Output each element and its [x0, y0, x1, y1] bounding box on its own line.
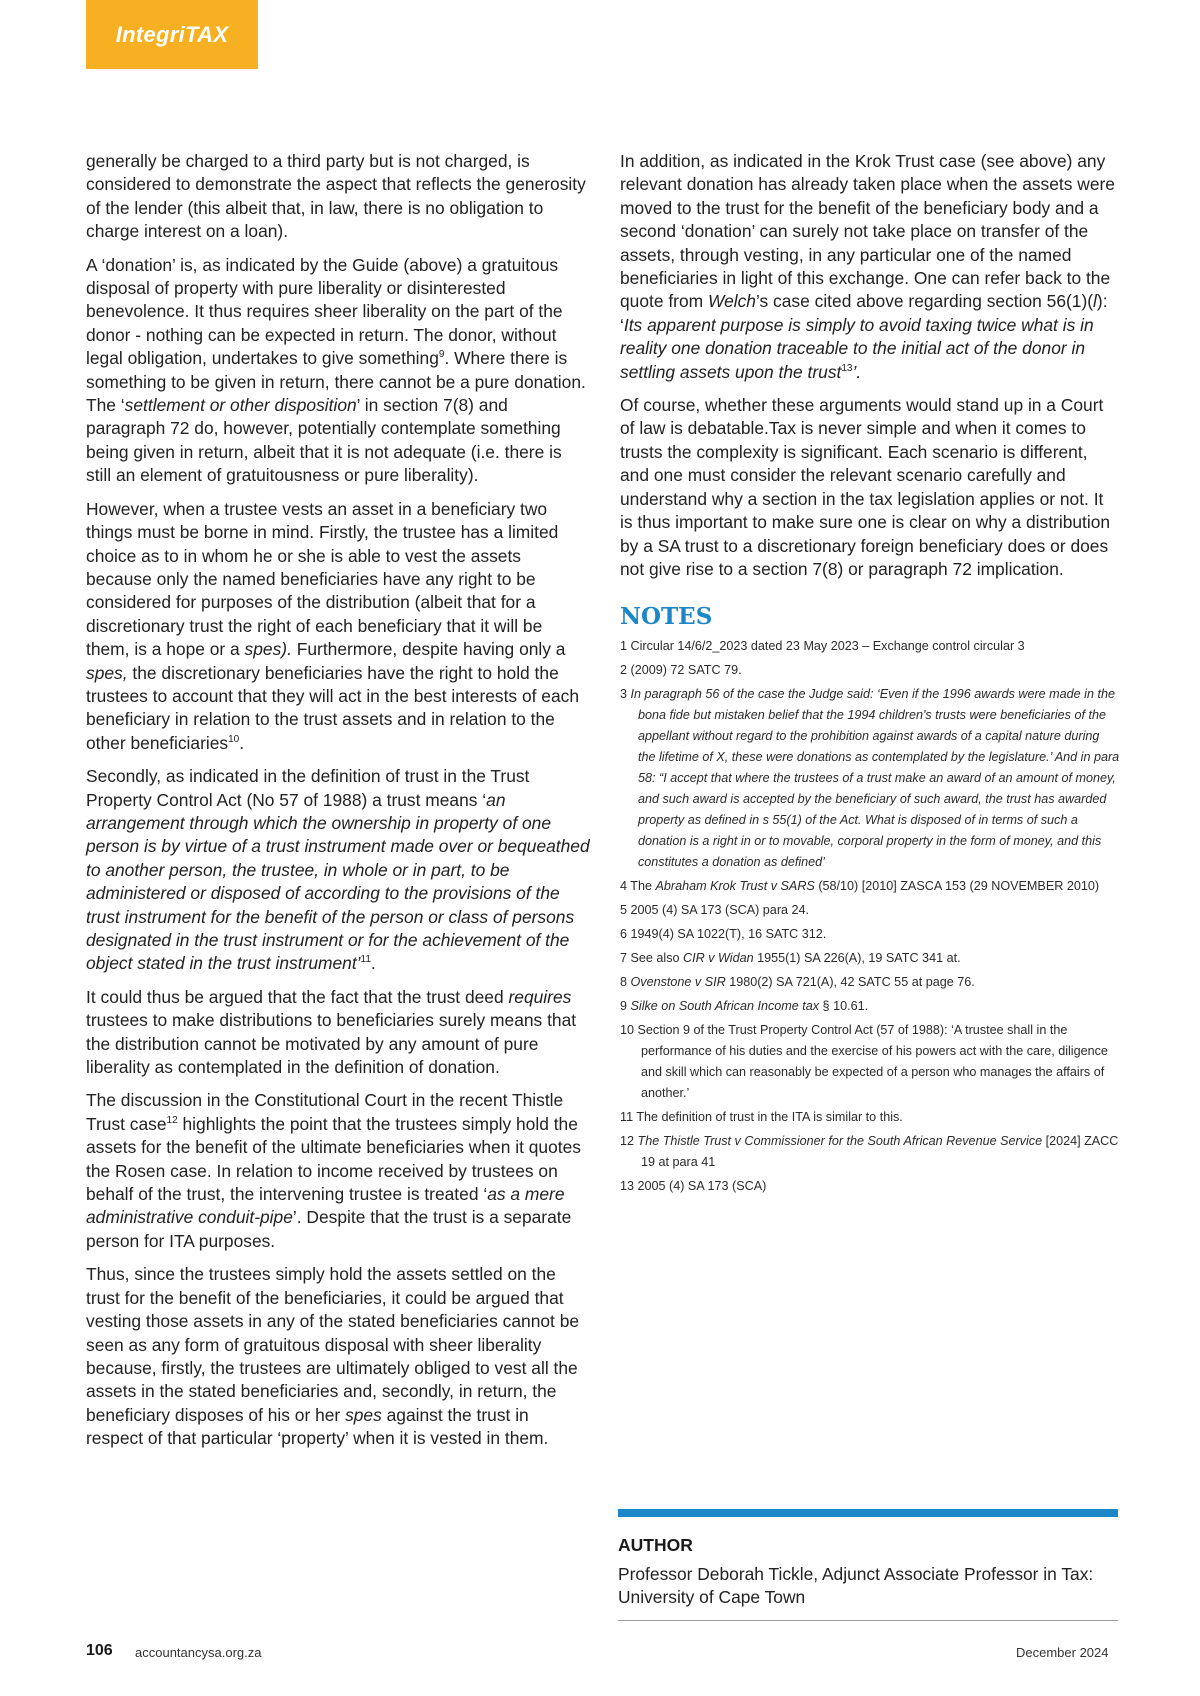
- text-run: Secondly, as indicated in the definition of trust in the Trust Property Control Act (No 57 of 1988) a trust means ‘: [86, 766, 530, 810]
- text-run: 1980(2) SA 721(A), 42 SATC 55 at page 76.: [725, 975, 975, 990]
- text-run: However, when a trustee vests an asset in a beneficiary two things must be borne in mind. Firstly, the trustee has a limited choice as to in whom he or she is able to vest the assets because only the named beneficiaries have any right to be considered for purposes of the distribution (albeit that for a discretionary trust the right of each beneficiary that it will be them, is a hope or a: [86, 498, 559, 660]
- body-paragraph: [86, 1263, 590, 1450]
- text-run: 5 2005 (4) SA 173 (SCA) para 24.: [620, 903, 810, 918]
- footnote-ref: 11: [360, 954, 371, 966]
- italic-text: an arrangement through which the ownership in property of one person is by virtue of a trust instrument made over or bequeathed to another person, the trustee, in whole or in part, to be administered or disposed of according to the provisions of the trust instrument for the benefit of the person or class of persons designated in the trust instrument or for the achievement of the object stated in the trust instrument’: [86, 789, 590, 974]
- italic-text: spes: [345, 1404, 382, 1425]
- text-run: 10 Section 9 of the Trust Property Control Act (57 of 1988): ‘A trustee shall in the performance of his duties and the exercise of his powers act with the care, diligence and skill which can reasonably be expected of a person who manages the affairs of another.’: [620, 1023, 1108, 1101]
- text-run: Furthermore, despite having only a: [291, 639, 566, 660]
- body-paragraph: [620, 150, 1120, 384]
- text-run: highlights the point that the trustees simply hold the assets for the benefit of the ultimate beneficiaries when it quotes the Rosen case. In relation to income received by trustees on behalf of the trust, the intervening trustee is treated ‘: [86, 1113, 581, 1205]
- footnote-ref: 10: [228, 733, 240, 745]
- text-run: the discretionary beneficiaries have the right to hold the trustees to account that they will act in the best interests of each beneficiary in relation to the trust assets and in relation to the other beneficiaries: [86, 662, 580, 753]
- italic-text: Ovenstone v SIR: [630, 975, 726, 990]
- text-run: In addition, as indicated in the Krok Trust case (see above) any relevant donation has already taken place when the assets were moved to the trust for the benefit of the beneficiary body and a second ‘donation’ can surely not take place on transfer of the assets, through vesting, in any particular one of the named beneficiaries in light of this exchange. One can refer back to the quote from: [620, 151, 1115, 312]
- body-paragraph: [86, 765, 590, 976]
- footnote-item: [620, 1020, 1120, 1104]
- text-run: 7 See also: [620, 951, 684, 966]
- text-run: .: [239, 732, 245, 753]
- italic-text: In paragraph 56 of the case the Judge said: ‘Even if the 1996 awards were made in the bona fide but mistaken belief that the 1994 children's trusts were beneficiaries of the appellant without regard to the prohibition against awards of a capital nature during the lifetime of X, these were donations as contemplated by the legislature.’ And in para 58: “I accept that where the trustees of a trust make an award of an amount of money, and such award is accepted by the beneficiary of such award, the trust has awarded property as defined in s 55(1) of the Act. What is disposed of in terms of such a donation is a right in or to movable, corporal property in the form of money, and this constitutes a donation as defined’: [630, 687, 1120, 870]
- text-run: 12: [620, 1134, 638, 1149]
- italic-text: The Thistle Trust v Commissioner for the South African Revenue Service: [637, 1134, 1043, 1149]
- left-column: [86, 150, 590, 1461]
- footer-site-link[interactable]: accountancysa.org.za: [135, 1645, 262, 1660]
- footnote-item: [620, 972, 1120, 993]
- body-paragraph: [86, 498, 590, 755]
- text-run: 3: [620, 687, 631, 702]
- italic-text: Abraham Krok Trust v SARS: [655, 879, 815, 894]
- italic-text: spes,: [86, 662, 128, 683]
- body-paragraph: [86, 986, 590, 1080]
- right-column-body: [620, 150, 1120, 581]
- footnote-ref: 9: [438, 349, 445, 361]
- page-number: 106: [86, 1642, 113, 1659]
- text-run: Thus, since the trustees simply hold the assets settled on the trust for the benefit of the beneficiaries, it could be argued that vesting those assets in any of the stated beneficiaries cannot be seen as any form of gratuitous disposal with sheer liberality because, firstly, the trustees are ultimately obliged to vest all the assets in the stated beneficiaries and, secondly, in return, the beneficiary disposes of his or her: [86, 1264, 580, 1425]
- footer-date: December 2024: [1016, 1645, 1109, 1660]
- italic-text: as a mere administrative conduit-pipe: [86, 1184, 565, 1228]
- text-run: ’. Despite that the trust is a separate person for ITA purposes.: [86, 1207, 572, 1251]
- text-run: (58/10) [2010] ZASCA 153 (29 NOVEMBER 2010): [814, 879, 1100, 894]
- footnote-item: [620, 684, 1120, 873]
- italic-text: spes).: [244, 639, 292, 660]
- footnote-item: [620, 1131, 1120, 1173]
- footnote-ref: 12: [166, 1115, 178, 1127]
- footnote-item: [620, 924, 1120, 945]
- text-run: § 10.61.: [819, 999, 869, 1014]
- text-run: ’ in section 7(8) and paragraph 72 do, however, potentially contemplate something being given in return, albeit that it is not adequate (i.e. there is still an element of gratuitousness or pure liberality).: [86, 395, 562, 486]
- italic-text: CIR v Widan: [683, 951, 754, 966]
- notes-list: [620, 636, 1120, 1197]
- text-run: .: [370, 953, 376, 974]
- text-run: 9: [620, 999, 631, 1014]
- italic-text: requires: [508, 986, 572, 1007]
- author-rule: [618, 1620, 1118, 1621]
- text-run: trustees to make distributions to beneficiaries surely means that the distribution cannot be motivated by any amount of pure liberality as contemplated in the definition of donation.: [86, 1010, 577, 1078]
- footnote-item: [620, 1107, 1120, 1128]
- text-run: [2024] ZACC 19 at para 41: [641, 1134, 1119, 1170]
- footnote-item: [620, 900, 1120, 921]
- author-divider-bar: [618, 1509, 1118, 1517]
- italic-text: Welch: [707, 291, 756, 312]
- footnote-item: [620, 876, 1120, 897]
- author-heading: AUTHOR: [618, 1535, 693, 1555]
- text-run: generally be charged to a third party but is not charged, is considered to demonstrate the aspect that reflects the generosity of the lender (this albeit that, in law, there is no obligation to charge interest on a loan).: [86, 151, 586, 242]
- text-run: 13 2005 (4) SA 173 (SCA): [620, 1179, 767, 1194]
- text-run: 6 1949(4) SA 1022(T), 16 SATC 312.: [620, 927, 827, 942]
- right-column: [620, 150, 1120, 1200]
- text-run: 4 The: [620, 879, 656, 894]
- italic-text: l: [1093, 291, 1097, 312]
- italic-text: Silke on South African Income tax: [630, 999, 820, 1014]
- footnote-item: [620, 1176, 1120, 1197]
- text-run: ’s case cited above regarding section 56(1)(: [755, 291, 1094, 312]
- footnote-item: [620, 996, 1120, 1017]
- body-paragraph: [86, 254, 590, 488]
- text-run: It could thus be argued that the fact that the trust deed: [86, 986, 509, 1007]
- body-paragraph: [86, 1089, 590, 1253]
- text-run: Of course, whether these arguments would stand up in a Court of law is debatable.Tax is never simple and when it comes to trusts the complexity is significant. Each scenario is different, and one must consider the relevant scenario carefully and understand why a section in the tax legislation applies or not. It is thus important to make sure one is clear on why a distribution by a SA trust to a discretionary foreign beneficiary does or does not give rise to a section 7(8) or paragraph 72 implication.: [620, 395, 1111, 579]
- text-run: 8: [620, 975, 631, 990]
- text-run: The discussion in the Constitutional Court in the recent Thistle Trust case: [86, 1090, 564, 1134]
- brand-logo-text: IntegriTAX: [115, 21, 229, 47]
- text-run: 1955(1) SA 226(A), 19 SATC 341 at.: [753, 951, 961, 966]
- body-paragraph: [620, 394, 1120, 581]
- text-run: 1 Circular 14/6/2_2023 dated 23 May 2023 – Exchange control circular 3: [620, 639, 1025, 654]
- footnote-ref: 13: [841, 362, 853, 374]
- text-run: 2 (2009) 72 SATC 79.: [620, 663, 742, 678]
- italic-text: Its apparent purpose is simply to avoid taxing twice what is in reality one donation traceable to the initial act of the donor in settling assets upon the trust: [620, 314, 1094, 382]
- brand-logo: [86, 0, 258, 69]
- text-run: 11 The definition of trust in the ITA is similar to this.: [620, 1110, 903, 1125]
- footnote-item: [620, 636, 1120, 657]
- body-paragraph: [86, 150, 590, 244]
- text-run: A ‘donation’ is, as indicated by the Guide (above) a gratuitous disposal of property with pure liberality or disinterested benevolence. It thus requires sheer liberality on the part of the donor - nothing can be expected in return. The donor, without legal obligation, undertakes to give something: [86, 254, 563, 369]
- notes-heading: NOTES: [620, 603, 713, 631]
- text-run: . Where there is something to be given in return, there cannot be a pure donation. The ‘: [86, 348, 586, 416]
- text-run: ): ‘: [620, 291, 1108, 335]
- footnote-item: [620, 948, 1120, 969]
- italic-text: settlement or other disposition: [124, 395, 357, 416]
- text-run: against the trust in respect of that particular ‘property’ when it is vested in them.: [86, 1404, 549, 1449]
- author-bio: Professor Deborah Tickle, Adjunct Associate Professor in Tax: University of Cape Town: [618, 1564, 1094, 1608]
- italic-text: ’.: [852, 361, 862, 382]
- footnote-item: [620, 660, 1120, 681]
